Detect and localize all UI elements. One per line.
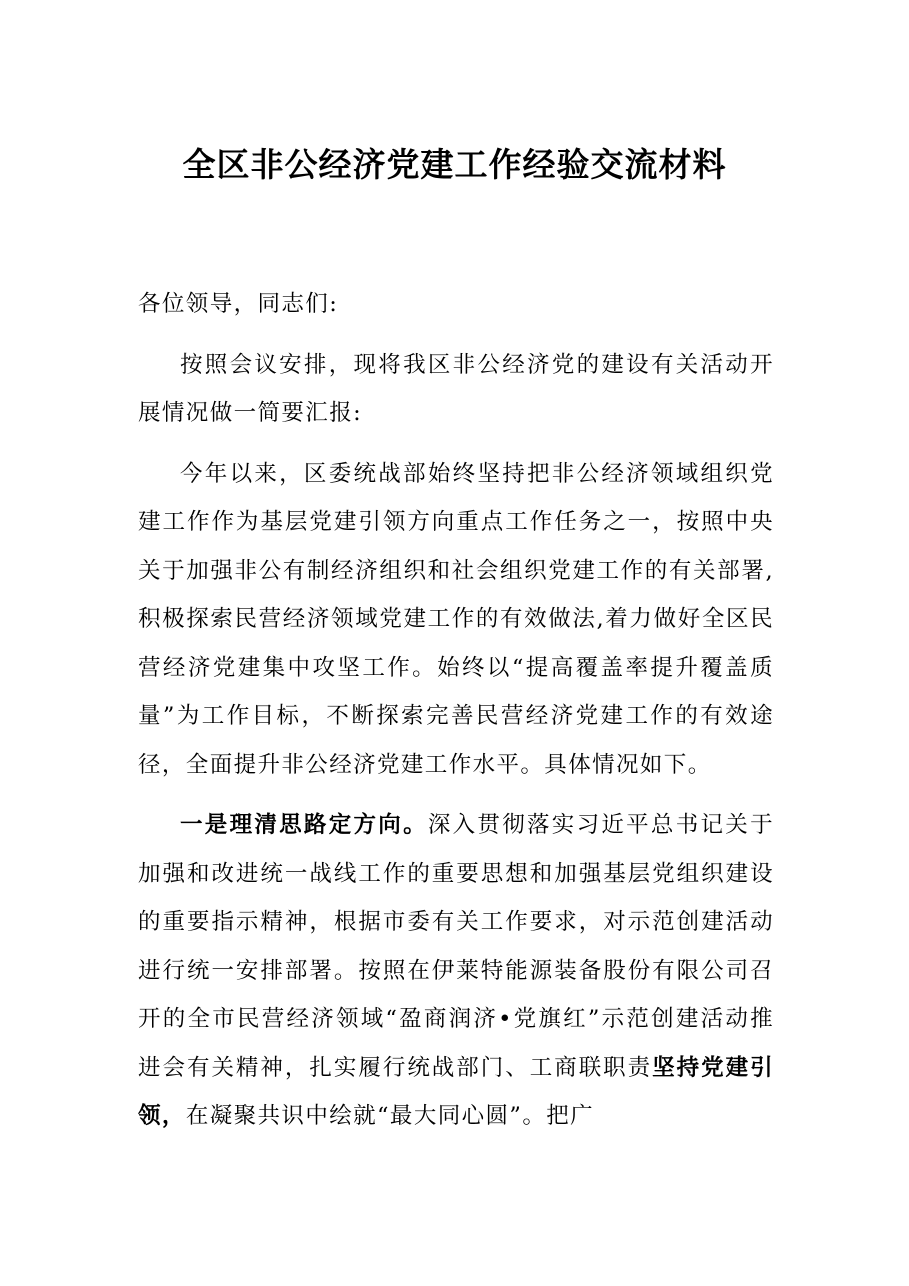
point-one-heading: 一是理清思路定方向。 [180,812,428,838]
point-one-tail: 在凝聚共识中绘就“最大同心圆”。把广 [185,1103,595,1129]
paragraph-point-one [138,801,774,1141]
point-one-text: 深入贯彻落实习近平总书记关于加强和改进统一战线工作的重要思想和加强基层党组织建设的重要指示精神，根据市委有关工作要求，对示范创建活动进行统一安排部署。按照在伊莱特能源装备股份有限公司召开的全市民营经济领域“盈商润济•党旗红”示范创建活动推进会有关精神，扎实履行统战部门、工商联职责 [138,812,774,1081]
paragraph-overview: 今年以来，区委统战部始终坚持把非公经济领域组织党建工作作为基层党建引领方向重点工作任务之一，按照中央关于加强非公有制经济组织和社会组织党建工作的有关部署,积极探索民营经济领域党建工作的有效做法,着力做好全区民营经济党建集中攻坚工作。始终以“提高覆盖率提升覆盖质量”为工作目标，不断探索完善民营经济党建工作的有效途径，全面提升非公经济党建工作水平。具体情况如下。 [138,460,774,778]
document-title: 全区非公经济党建工作经验交流材料 [182,145,727,184]
paragraph-intro: 按照会议安排，现将我区非公经济党的建设有关活动开展情况做一简要汇报: [138,351,774,426]
document-body [138,280,774,1153]
point-one-emphasis: 坚持党建引领， [138,1054,774,1129]
salutation: 各位领导，同志们: [138,291,339,317]
